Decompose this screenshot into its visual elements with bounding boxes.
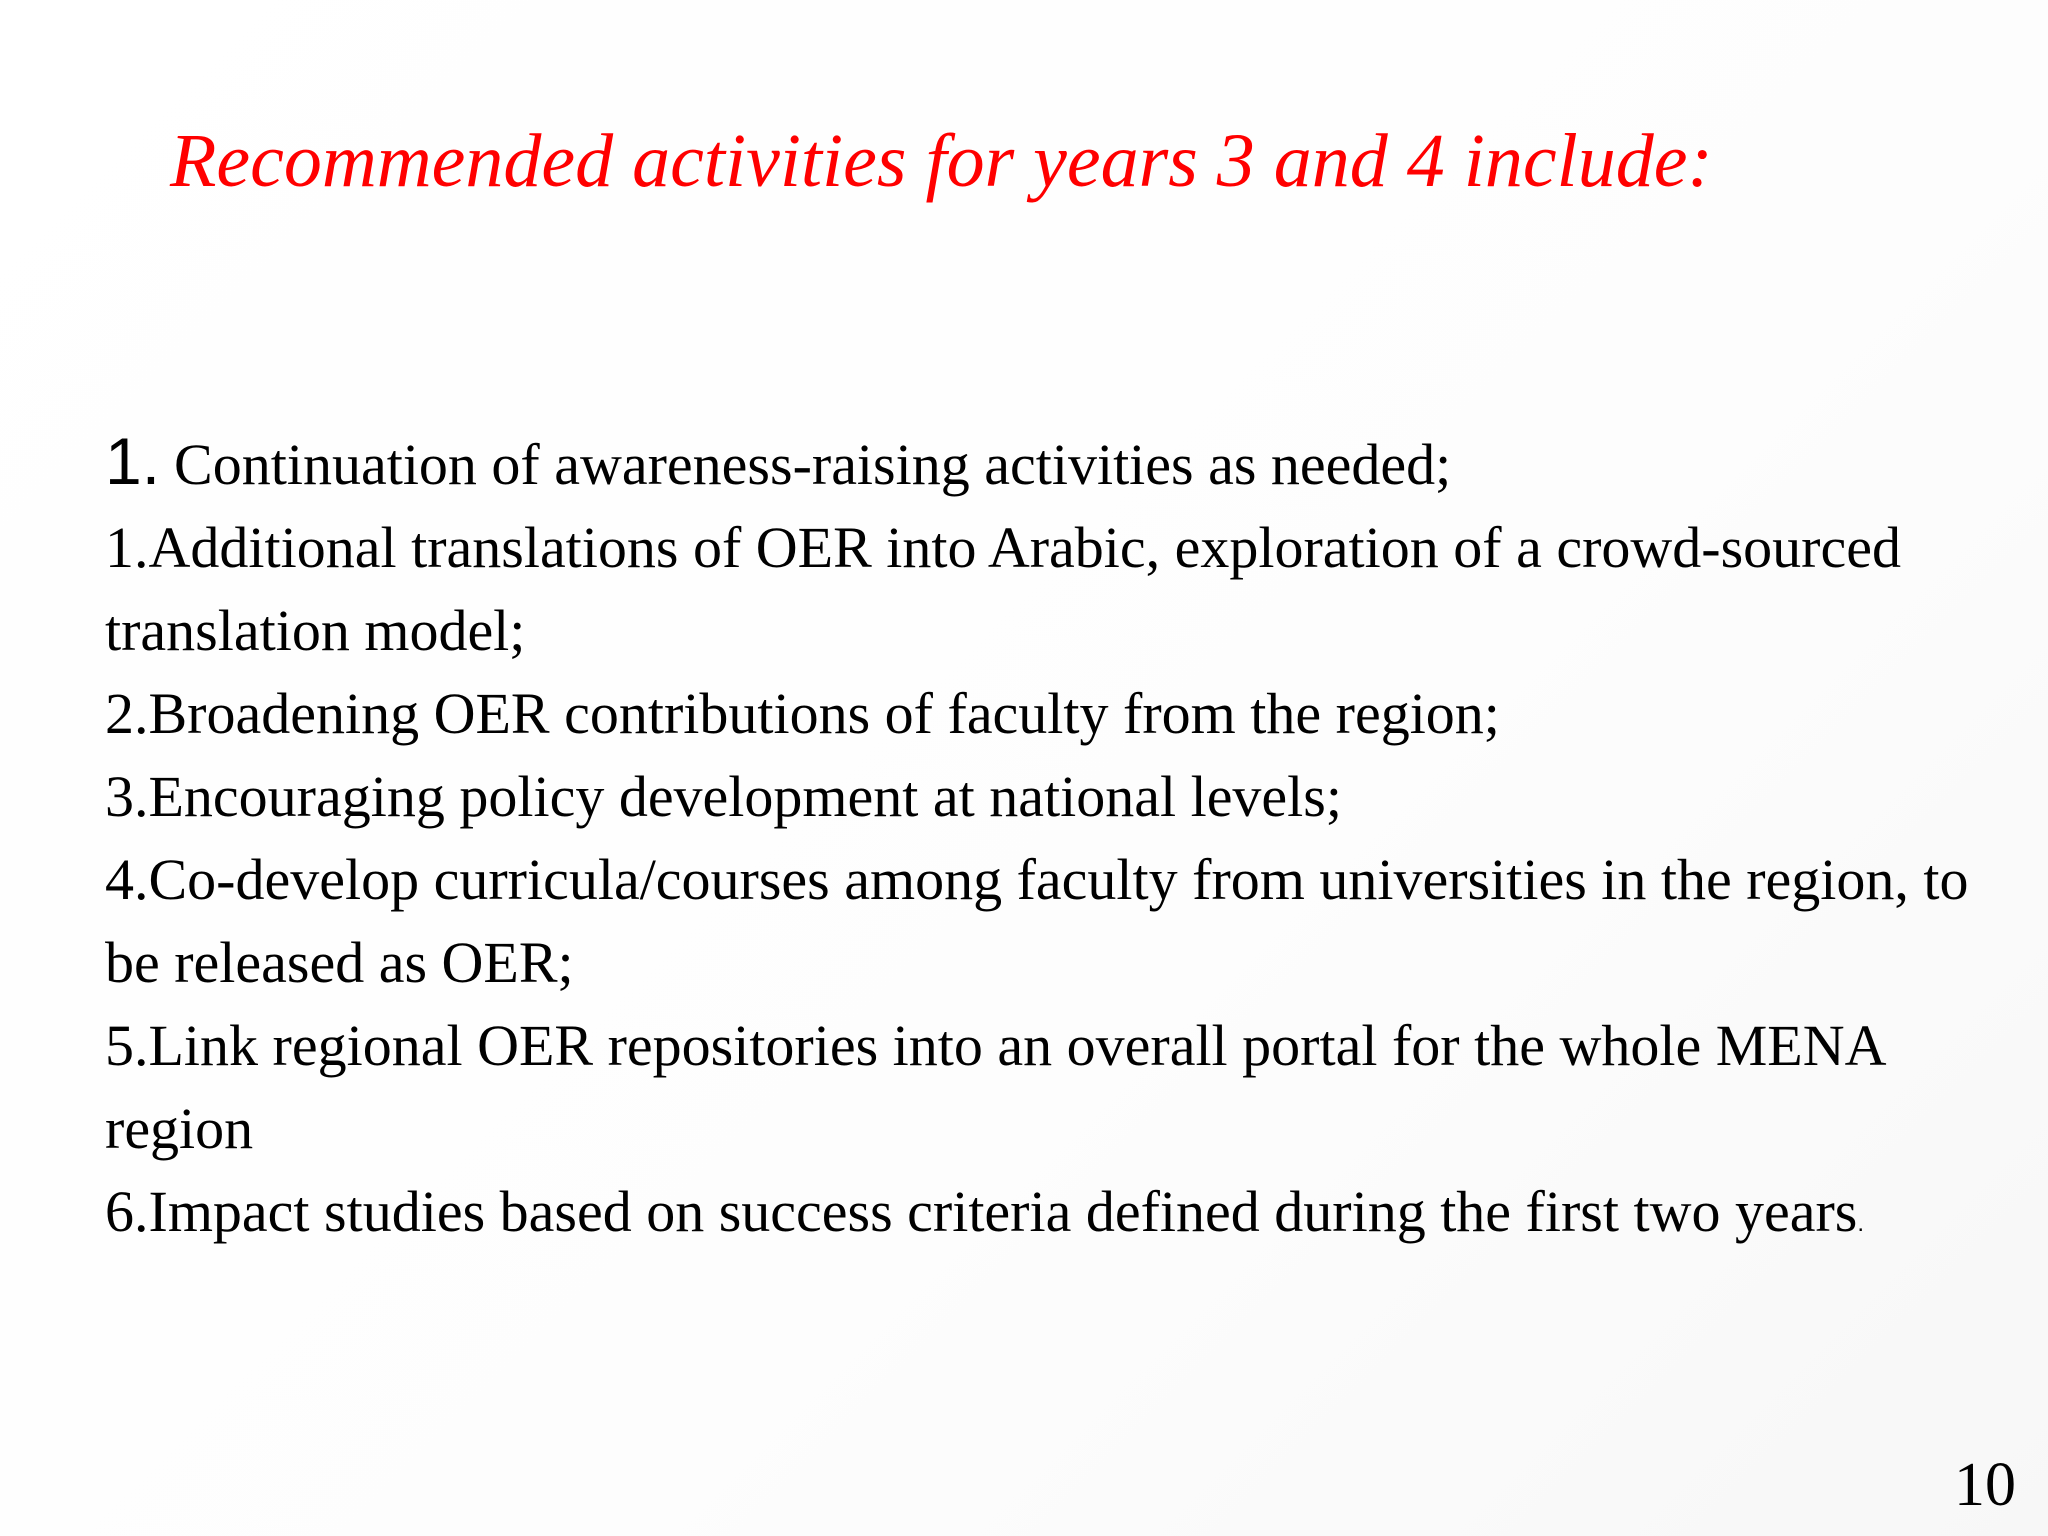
list-item-text: Continuation of awareness-raising activities as needed; [174,432,1452,497]
slide-title: Recommended activities for years 3 and 4 include: [170,119,1713,203]
page-number: 10 [1954,1451,2016,1519]
list-item-number: 1. [105,424,161,498]
list-item: 3.Encouraging policy development at national levels; [105,764,1342,829]
list-item-text: 6.Impact studies based on success criteria defined during the first two years [105,1179,1858,1244]
list-item: 1.Additional translations of OER into Arabic, exploration of a crowd-sourced translation model; [105,515,1901,663]
list-item-suffix: . [1857,1210,1865,1237]
list-item: 2.Broadening OER contributions of faculty from the region; [105,681,1500,746]
list-item [105,420,1985,506]
list-item: 4.Co-develop curricula/courses among faculty from universities in the region, to be released as OER; [105,847,1969,995]
activity-list [105,420,1985,1265]
list-item [105,1170,1985,1265]
list-item: 5.Link regional OER repositories into an overall portal for the whole MENA region [105,1013,1884,1161]
